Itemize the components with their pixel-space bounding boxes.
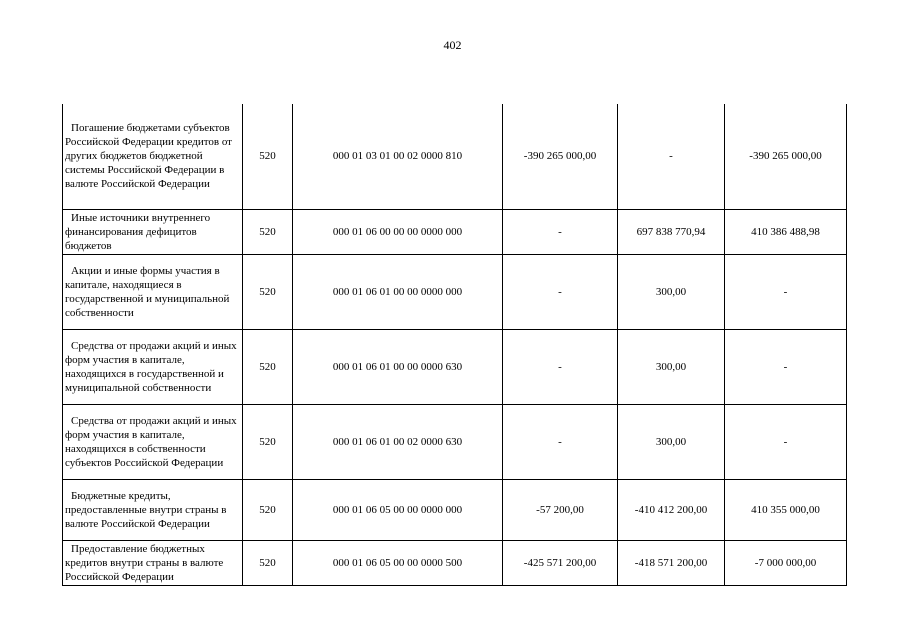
row-name: Иные источники внутреннего финансирования дефицитов бюджетов — [63, 209, 243, 254]
table-row — [63, 104, 847, 209]
row-name: Средства от продажи акций и иных форм участия в капитале, находящихся в собственности субъектов Российской Федерации — [63, 404, 243, 479]
row-value-3: - — [725, 404, 847, 479]
row-admin-code: 520 — [243, 479, 293, 540]
row-classification-code: 000 01 06 05 00 00 0000 000 — [293, 479, 503, 540]
row-value-1: - — [503, 404, 618, 479]
row-name: Погашение бюджетами субъектов Российской Федерации кредитов от других бюджетов бюджетной системы Российской Федерации в валюте Российской Федерации — [63, 104, 243, 209]
row-value-1: -425 571 200,00 — [503, 540, 618, 585]
row-value-1: - — [503, 254, 618, 329]
row-value-2: - — [618, 104, 725, 209]
row-classification-code: 000 01 06 00 00 00 0000 000 — [293, 209, 503, 254]
row-admin-code: 520 — [243, 404, 293, 479]
row-value-2: -418 571 200,00 — [618, 540, 725, 585]
row-value-1: -390 265 000,00 — [503, 104, 618, 209]
row-value-3: - — [725, 329, 847, 404]
row-name: Предоставление бюджетных кредитов внутри страны в валюте Российской Федерации — [63, 540, 243, 585]
table-row — [63, 329, 847, 404]
row-value-2: -410 412 200,00 — [618, 479, 725, 540]
row-admin-code: 520 — [243, 540, 293, 585]
row-name: Средства от продажи акций и иных форм участия в капитале, находящихся в государственной и муниципальной собственности — [63, 329, 243, 404]
row-value-1: -57 200,00 — [503, 479, 618, 540]
row-value-3: -390 265 000,00 — [725, 104, 847, 209]
table-row — [63, 479, 847, 540]
row-value-3: 410 386 488,98 — [725, 209, 847, 254]
row-value-1: - — [503, 209, 618, 254]
row-admin-code: 520 — [243, 104, 293, 209]
row-classification-code: 000 01 06 01 00 00 0000 000 — [293, 254, 503, 329]
row-admin-code: 520 — [243, 329, 293, 404]
row-classification-code: 000 01 06 01 00 00 0000 630 — [293, 329, 503, 404]
table-row — [63, 254, 847, 329]
row-value-2: 300,00 — [618, 329, 725, 404]
page-number: 402 — [443, 38, 462, 52]
row-classification-code: 000 01 03 01 00 02 0000 810 — [293, 104, 503, 209]
table-row — [63, 209, 847, 254]
row-name: Акции и иные формы участия в капитале, находящиеся в государственной и муниципальной собственности — [63, 254, 243, 329]
row-value-2: 300,00 — [618, 404, 725, 479]
row-value-3: 410 355 000,00 — [725, 479, 847, 540]
row-value-3: - — [725, 254, 847, 329]
row-classification-code: 000 01 06 05 00 00 0000 500 — [293, 540, 503, 585]
budget-sources-table — [62, 104, 847, 586]
row-value-3: -7 000 000,00 — [725, 540, 847, 585]
row-admin-code: 520 — [243, 209, 293, 254]
row-value-2: 697 838 770,94 — [618, 209, 725, 254]
row-admin-code: 520 — [243, 254, 293, 329]
row-name: Бюджетные кредиты, предоставленные внутри страны в валюте Российской Федерации — [63, 479, 243, 540]
row-value-2: 300,00 — [618, 254, 725, 329]
table-row — [63, 404, 847, 479]
row-value-1: - — [503, 329, 618, 404]
table-row — [63, 540, 847, 585]
row-classification-code: 000 01 06 01 00 02 0000 630 — [293, 404, 503, 479]
